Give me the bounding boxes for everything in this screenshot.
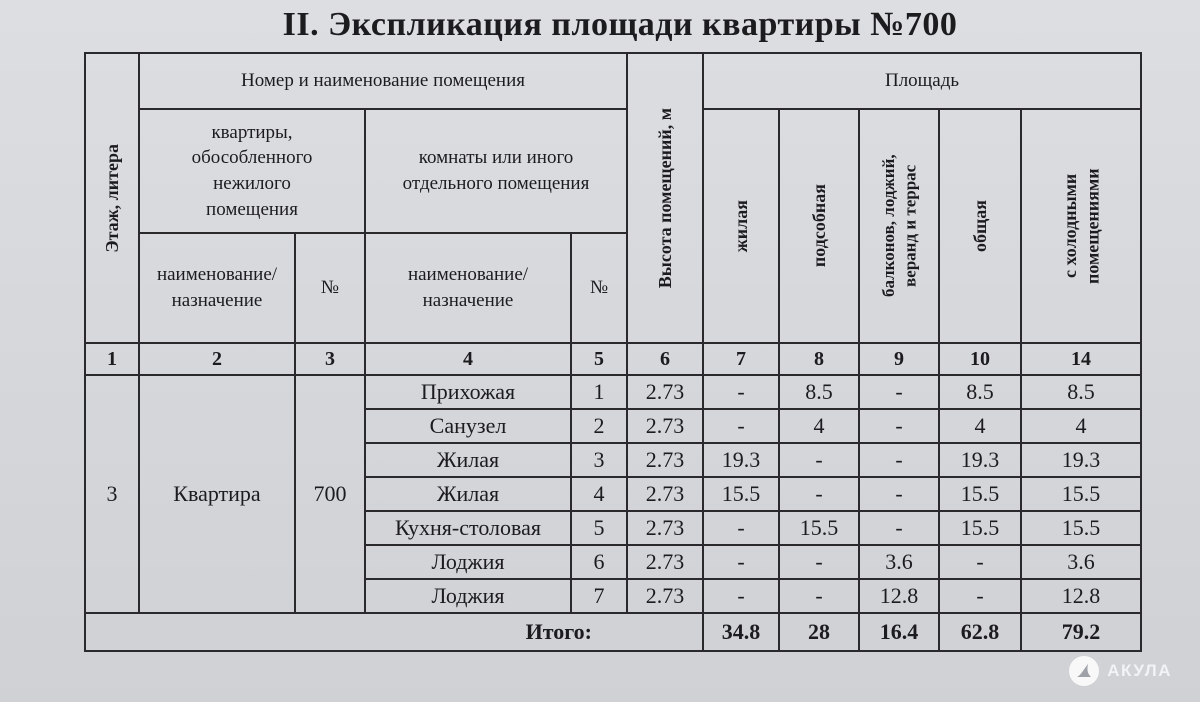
cold-area: 4 (1021, 409, 1141, 443)
room-height: 2.73 (627, 375, 703, 409)
column-number: 9 (859, 343, 939, 375)
balcony-area: 12.8 (859, 579, 939, 613)
header-apartment-number: № (295, 233, 365, 343)
totals-balcony: 16.4 (859, 613, 939, 651)
balcony-area: - (859, 375, 939, 409)
balcony-area: - (859, 409, 939, 443)
totals-cold: 79.2 (1021, 613, 1141, 651)
header-total: общая (939, 109, 1021, 343)
room-name: Жилая (365, 443, 571, 477)
room-name: Санузел (365, 409, 571, 443)
header-auxiliary: подсобная (779, 109, 859, 343)
balcony-area: - (859, 511, 939, 545)
living-area: - (703, 511, 779, 545)
document-title: II. Экспликация площади квартиры №700 (282, 6, 958, 43)
room-number: 6 (571, 545, 627, 579)
room-height: 2.73 (627, 579, 703, 613)
living-area: - (703, 409, 779, 443)
balcony-area: - (859, 443, 939, 477)
explication-table (84, 52, 1142, 652)
auxiliary-area: - (779, 477, 859, 511)
room-number: 4 (571, 477, 627, 511)
room-number: 3 (571, 443, 627, 477)
total-area: - (939, 579, 1021, 613)
totals-living: 34.8 (703, 613, 779, 651)
cold-area: 3.6 (1021, 545, 1141, 579)
header-area: Площадь (703, 53, 1141, 109)
header-height: Высота помещений, м (627, 53, 703, 343)
cold-area: 8.5 (1021, 375, 1141, 409)
cold-area: 15.5 (1021, 477, 1141, 511)
total-area: 15.5 (939, 511, 1021, 545)
column-number: 14 (1021, 343, 1141, 375)
room-name: Прихожая (365, 375, 571, 409)
auxiliary-area: 4 (779, 409, 859, 443)
room-height: 2.73 (627, 443, 703, 477)
living-area: - (703, 579, 779, 613)
total-area: 15.5 (939, 477, 1021, 511)
living-area: 15.5 (703, 477, 779, 511)
auxiliary-area: - (779, 443, 859, 477)
room-height: 2.73 (627, 511, 703, 545)
shark-fin-icon (1069, 656, 1099, 686)
header-with-cold: с холодными помещениями (1021, 109, 1141, 343)
total-area: 4 (939, 409, 1021, 443)
header-room-group: комнаты или иного отдельного помещения (365, 109, 627, 233)
total-area: 19.3 (939, 443, 1021, 477)
living-area: - (703, 375, 779, 409)
room-number: 1 (571, 375, 627, 409)
column-number: 8 (779, 343, 859, 375)
room-number: 7 (571, 579, 627, 613)
header-floor: Этаж, литера (85, 53, 139, 343)
table-row (85, 375, 1141, 409)
totals-row (85, 613, 1141, 651)
column-number: 4 (365, 343, 571, 375)
room-name: Жилая (365, 477, 571, 511)
total-area: 8.5 (939, 375, 1021, 409)
cold-area: 15.5 (1021, 511, 1141, 545)
cold-area: 19.3 (1021, 443, 1141, 477)
apartment-name: Квартира (139, 375, 295, 613)
header-apartment-name: наименование/ назначение (139, 233, 295, 343)
balcony-area: 3.6 (859, 545, 939, 579)
apartment-floor: 3 (85, 375, 139, 613)
column-number: 2 (139, 343, 295, 375)
header-apartment-group: квартиры, обособленного нежилого помещения (139, 109, 365, 233)
living-area: 19.3 (703, 443, 779, 477)
totals-total: 62.8 (939, 613, 1021, 651)
total-area: - (939, 545, 1021, 579)
room-name: Лоджия (365, 545, 571, 579)
room-name: Лоджия (365, 579, 571, 613)
room-number: 5 (571, 511, 627, 545)
apartment-number: 700 (295, 375, 365, 613)
akula-watermark (1069, 656, 1172, 686)
column-number: 7 (703, 343, 779, 375)
totals-label: Итого: (85, 613, 703, 651)
column-number: 3 (295, 343, 365, 375)
header-room-number-name: Номер и наименование помещения (139, 53, 627, 109)
auxiliary-area: - (779, 579, 859, 613)
column-number-row (85, 343, 1141, 375)
auxiliary-area: 8.5 (779, 375, 859, 409)
column-number: 5 (571, 343, 627, 375)
totals-auxiliary: 28 (779, 613, 859, 651)
room-number: 2 (571, 409, 627, 443)
column-number: 1 (85, 343, 139, 375)
room-name: Кухня-столовая (365, 511, 571, 545)
living-area: - (703, 545, 779, 579)
room-height: 2.73 (627, 545, 703, 579)
header-room-name: наименование/ назначение (365, 233, 571, 343)
room-height: 2.73 (627, 409, 703, 443)
column-number: 6 (627, 343, 703, 375)
column-number: 10 (939, 343, 1021, 375)
header-room-number: № (571, 233, 627, 343)
balcony-area: - (859, 477, 939, 511)
header-balconies: балконов, лоджий, веранд и террас (859, 109, 939, 343)
auxiliary-area: 15.5 (779, 511, 859, 545)
auxiliary-area: - (779, 545, 859, 579)
room-height: 2.73 (627, 477, 703, 511)
header-living: жилая (703, 109, 779, 343)
cold-area: 12.8 (1021, 579, 1141, 613)
watermark-text: АКУЛА (1107, 661, 1172, 680)
